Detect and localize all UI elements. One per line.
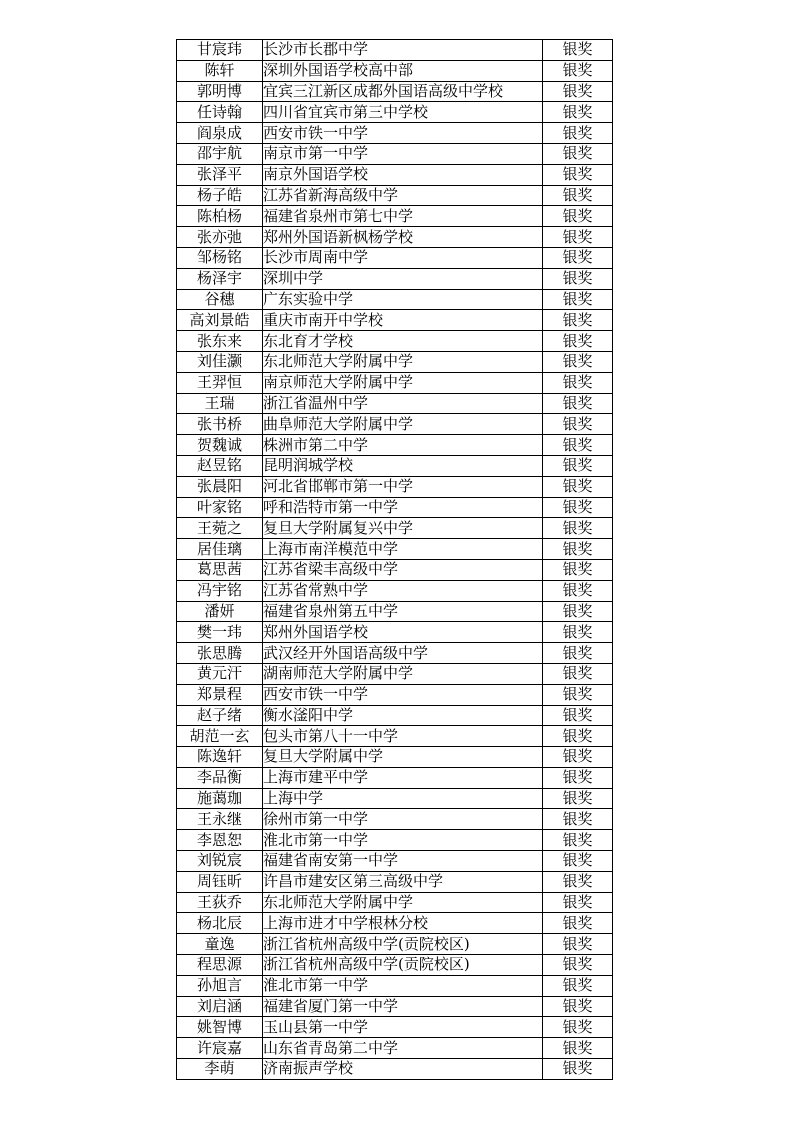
award-level-cell: 银奖 xyxy=(543,518,613,539)
table-row xyxy=(177,975,613,996)
school-name-cell: 衡水滏阳中学 xyxy=(263,705,543,726)
student-name-cell: 黄元汗 xyxy=(177,663,263,684)
student-name-cell: 叶家铭 xyxy=(177,497,263,518)
table-row xyxy=(177,227,613,248)
school-name-cell: 南京市第一中学 xyxy=(263,143,543,164)
school-name-cell: 南京师范大学附属中学 xyxy=(263,372,543,393)
student-name-cell: 赵子绪 xyxy=(177,705,263,726)
table-row xyxy=(177,851,613,872)
table-row xyxy=(177,788,613,809)
school-name-cell: 福建省泉州市第七中学 xyxy=(263,206,543,227)
table-row xyxy=(177,60,613,81)
award-level-cell: 银奖 xyxy=(543,643,613,664)
student-name-cell: 邵宇航 xyxy=(177,143,263,164)
school-name-cell: 曲阜师范大学附属中学 xyxy=(263,414,543,435)
award-level-cell: 银奖 xyxy=(543,975,613,996)
table-row xyxy=(177,143,613,164)
student-name-cell: 张书桥 xyxy=(177,414,263,435)
student-name-cell: 陈逸轩 xyxy=(177,747,263,768)
school-name-cell: 徐州市第一中学 xyxy=(263,809,543,830)
table-row xyxy=(177,393,613,414)
table-row xyxy=(177,622,613,643)
student-name-cell: 任诗翰 xyxy=(177,102,263,123)
table-row xyxy=(177,955,613,976)
table-row xyxy=(177,497,613,518)
award-level-cell: 银奖 xyxy=(543,1017,613,1038)
table-row xyxy=(177,40,613,61)
table-row xyxy=(177,331,613,352)
table-row xyxy=(177,164,613,185)
school-name-cell: 玉山县第一中学 xyxy=(263,1017,543,1038)
school-name-cell: 东北师范大学附属中学 xyxy=(263,892,543,913)
school-name-cell: 复旦大学附属复兴中学 xyxy=(263,518,543,539)
award-level-cell: 银奖 xyxy=(543,663,613,684)
student-name-cell: 程思源 xyxy=(177,955,263,976)
award-level-cell: 银奖 xyxy=(543,455,613,476)
school-name-cell: 深圳外国语学校高中部 xyxy=(263,60,543,81)
table-row xyxy=(177,871,613,892)
school-name-cell: 许昌市建安区第三高级中学 xyxy=(263,871,543,892)
student-name-cell: 李萌 xyxy=(177,1059,263,1080)
student-name-cell: 陈轩 xyxy=(177,60,263,81)
table-row xyxy=(177,310,613,331)
student-name-cell: 甘宸玮 xyxy=(177,40,263,61)
student-name-cell: 邹杨铭 xyxy=(177,247,263,268)
award-level-cell: 银奖 xyxy=(543,892,613,913)
school-name-cell: 江苏省新海高级中学 xyxy=(263,185,543,206)
student-name-cell: 杨泽宇 xyxy=(177,268,263,289)
award-level-cell: 银奖 xyxy=(543,830,613,851)
student-name-cell: 郑景程 xyxy=(177,684,263,705)
school-name-cell: 包头市第八十一中学 xyxy=(263,726,543,747)
award-level-cell: 银奖 xyxy=(543,123,613,144)
award-level-cell: 银奖 xyxy=(543,788,613,809)
award-level-cell: 银奖 xyxy=(543,289,613,310)
school-name-cell: 湖南师范大学附属中学 xyxy=(263,663,543,684)
student-name-cell: 阎泉成 xyxy=(177,123,263,144)
school-name-cell: 重庆市南开中学校 xyxy=(263,310,543,331)
award-level-cell: 银奖 xyxy=(543,185,613,206)
table-row xyxy=(177,185,613,206)
award-level-cell: 银奖 xyxy=(543,497,613,518)
school-name-cell: 江苏省常熟中学 xyxy=(263,580,543,601)
table-row xyxy=(177,559,613,580)
award-level-cell: 银奖 xyxy=(543,559,613,580)
table-row xyxy=(177,705,613,726)
table-row xyxy=(177,643,613,664)
table-row xyxy=(177,996,613,1017)
student-name-cell: 杨北辰 xyxy=(177,913,263,934)
student-name-cell: 贺魏诚 xyxy=(177,435,263,456)
table-row xyxy=(177,81,613,102)
student-name-cell: 杨子皓 xyxy=(177,185,263,206)
school-name-cell: 东北育才学校 xyxy=(263,331,543,352)
school-name-cell: 深圳中学 xyxy=(263,268,543,289)
student-name-cell: 童逸 xyxy=(177,934,263,955)
table-row xyxy=(177,580,613,601)
table-row xyxy=(177,1017,613,1038)
student-name-cell: 高刘景皓 xyxy=(177,310,263,331)
table-row xyxy=(177,767,613,788)
student-name-cell: 王羿恒 xyxy=(177,372,263,393)
school-name-cell: 淮北市第一中学 xyxy=(263,830,543,851)
award-level-cell: 银奖 xyxy=(543,934,613,955)
school-name-cell: 浙江省温州中学 xyxy=(263,393,543,414)
award-level-cell: 银奖 xyxy=(543,809,613,830)
award-level-cell: 银奖 xyxy=(543,539,613,560)
award-level-cell: 银奖 xyxy=(543,435,613,456)
award-level-cell: 银奖 xyxy=(543,476,613,497)
school-name-cell: 山东省青岛第二中学 xyxy=(263,1038,543,1059)
student-name-cell: 刘佳灏 xyxy=(177,351,263,372)
table-row xyxy=(177,455,613,476)
table-row xyxy=(177,102,613,123)
award-level-cell: 银奖 xyxy=(543,622,613,643)
award-level-cell: 银奖 xyxy=(543,871,613,892)
student-name-cell: 许宸嘉 xyxy=(177,1038,263,1059)
table-row xyxy=(177,663,613,684)
table-row xyxy=(177,539,613,560)
school-name-cell: 福建省泉州第五中学 xyxy=(263,601,543,622)
school-name-cell: 济南振声学校 xyxy=(263,1059,543,1080)
student-name-cell: 陈柏杨 xyxy=(177,206,263,227)
school-name-cell: 昆明润城学校 xyxy=(263,455,543,476)
award-level-cell: 银奖 xyxy=(543,331,613,352)
school-name-cell: 浙江省杭州高级中学(贡院校区) xyxy=(263,955,543,976)
student-name-cell: 冯宇铭 xyxy=(177,580,263,601)
award-level-cell: 银奖 xyxy=(543,40,613,61)
school-name-cell: 武汉经开外国语高级中学 xyxy=(263,643,543,664)
school-name-cell: 浙江省杭州高级中学(贡院校区) xyxy=(263,934,543,955)
table-row xyxy=(177,726,613,747)
student-name-cell: 胡范一玄 xyxy=(177,726,263,747)
award-level-cell: 银奖 xyxy=(543,767,613,788)
student-name-cell: 王永继 xyxy=(177,809,263,830)
student-name-cell: 李恩恕 xyxy=(177,830,263,851)
award-level-cell: 银奖 xyxy=(543,268,613,289)
award-level-cell: 银奖 xyxy=(543,414,613,435)
student-name-cell: 张晨阳 xyxy=(177,476,263,497)
table-row xyxy=(177,351,613,372)
award-level-cell: 银奖 xyxy=(543,747,613,768)
table-row xyxy=(177,206,613,227)
school-name-cell: 宜宾三江新区成都外国语高级中学校 xyxy=(263,81,543,102)
school-name-cell: 长沙市长郡中学 xyxy=(263,40,543,61)
student-name-cell: 樊一玮 xyxy=(177,622,263,643)
table-row xyxy=(177,809,613,830)
award-list-body xyxy=(177,40,613,1080)
table-row xyxy=(177,435,613,456)
school-name-cell: 呼和浩特市第一中学 xyxy=(263,497,543,518)
award-level-cell: 银奖 xyxy=(543,310,613,331)
award-level-cell: 银奖 xyxy=(543,247,613,268)
table-row xyxy=(177,518,613,539)
award-level-cell: 银奖 xyxy=(543,206,613,227)
table-row xyxy=(177,684,613,705)
award-level-cell: 银奖 xyxy=(543,913,613,934)
school-name-cell: 复旦大学附属中学 xyxy=(263,747,543,768)
award-level-cell: 银奖 xyxy=(543,580,613,601)
award-level-cell: 银奖 xyxy=(543,996,613,1017)
student-name-cell: 孙旭言 xyxy=(177,975,263,996)
table-row xyxy=(177,601,613,622)
table-row xyxy=(177,913,613,934)
school-name-cell: 广东实验中学 xyxy=(263,289,543,310)
student-name-cell: 张思腾 xyxy=(177,643,263,664)
award-level-cell: 银奖 xyxy=(543,726,613,747)
student-name-cell: 郭明博 xyxy=(177,81,263,102)
school-name-cell: 上海市南洋模范中学 xyxy=(263,539,543,560)
student-name-cell: 居佳璃 xyxy=(177,539,263,560)
table-row xyxy=(177,1059,613,1080)
award-level-cell: 银奖 xyxy=(543,851,613,872)
school-name-cell: 郑州外国语学校 xyxy=(263,622,543,643)
student-name-cell: 张亦弛 xyxy=(177,227,263,248)
award-list-table xyxy=(176,39,613,1080)
award-level-cell: 银奖 xyxy=(543,372,613,393)
table-row xyxy=(177,289,613,310)
award-level-cell: 银奖 xyxy=(543,601,613,622)
student-name-cell: 张泽平 xyxy=(177,164,263,185)
award-level-cell: 银奖 xyxy=(543,351,613,372)
student-name-cell: 葛思茜 xyxy=(177,559,263,580)
student-name-cell: 王荻乔 xyxy=(177,892,263,913)
student-name-cell: 施蔼珈 xyxy=(177,788,263,809)
award-level-cell: 银奖 xyxy=(543,164,613,185)
school-name-cell: 南京外国语学校 xyxy=(263,164,543,185)
student-name-cell: 李品衡 xyxy=(177,767,263,788)
student-name-cell: 刘启涵 xyxy=(177,996,263,1017)
table-row xyxy=(177,747,613,768)
school-name-cell: 四川省宜宾市第三中学校 xyxy=(263,102,543,123)
school-name-cell: 江苏省梁丰高级中学 xyxy=(263,559,543,580)
school-name-cell: 上海市建平中学 xyxy=(263,767,543,788)
school-name-cell: 河北省邯郸市第一中学 xyxy=(263,476,543,497)
school-name-cell: 淮北市第一中学 xyxy=(263,975,543,996)
student-name-cell: 王瑞 xyxy=(177,393,263,414)
student-name-cell: 赵昱铭 xyxy=(177,455,263,476)
award-level-cell: 银奖 xyxy=(543,393,613,414)
table-row xyxy=(177,476,613,497)
award-level-cell: 银奖 xyxy=(543,143,613,164)
award-level-cell: 银奖 xyxy=(543,705,613,726)
award-level-cell: 银奖 xyxy=(543,955,613,976)
table-row xyxy=(177,934,613,955)
award-level-cell: 银奖 xyxy=(543,81,613,102)
table-row xyxy=(177,123,613,144)
table-row xyxy=(177,247,613,268)
school-name-cell: 福建省厦门第一中学 xyxy=(263,996,543,1017)
award-level-cell: 银奖 xyxy=(543,1038,613,1059)
table-row xyxy=(177,892,613,913)
award-level-cell: 银奖 xyxy=(543,102,613,123)
school-name-cell: 长沙市周南中学 xyxy=(263,247,543,268)
award-level-cell: 银奖 xyxy=(543,1059,613,1080)
student-name-cell: 张东来 xyxy=(177,331,263,352)
school-name-cell: 株洲市第二中学 xyxy=(263,435,543,456)
table-row xyxy=(177,372,613,393)
student-name-cell: 姚智博 xyxy=(177,1017,263,1038)
student-name-cell: 周钰昕 xyxy=(177,871,263,892)
table-row xyxy=(177,414,613,435)
school-name-cell: 上海市进才中学根林分校 xyxy=(263,913,543,934)
school-name-cell: 郑州外国语新枫杨学校 xyxy=(263,227,543,248)
school-name-cell: 西安市铁一中学 xyxy=(263,684,543,705)
table-row xyxy=(177,268,613,289)
school-name-cell: 东北师范大学附属中学 xyxy=(263,351,543,372)
school-name-cell: 西安市铁一中学 xyxy=(263,123,543,144)
student-name-cell: 王菀之 xyxy=(177,518,263,539)
table-row xyxy=(177,830,613,851)
award-level-cell: 银奖 xyxy=(543,684,613,705)
table-row xyxy=(177,1038,613,1059)
award-level-cell: 银奖 xyxy=(543,60,613,81)
student-name-cell: 潘妍 xyxy=(177,601,263,622)
school-name-cell: 上海中学 xyxy=(263,788,543,809)
student-name-cell: 谷穗 xyxy=(177,289,263,310)
student-name-cell: 刘锐宸 xyxy=(177,851,263,872)
award-level-cell: 银奖 xyxy=(543,227,613,248)
school-name-cell: 福建省南安第一中学 xyxy=(263,851,543,872)
